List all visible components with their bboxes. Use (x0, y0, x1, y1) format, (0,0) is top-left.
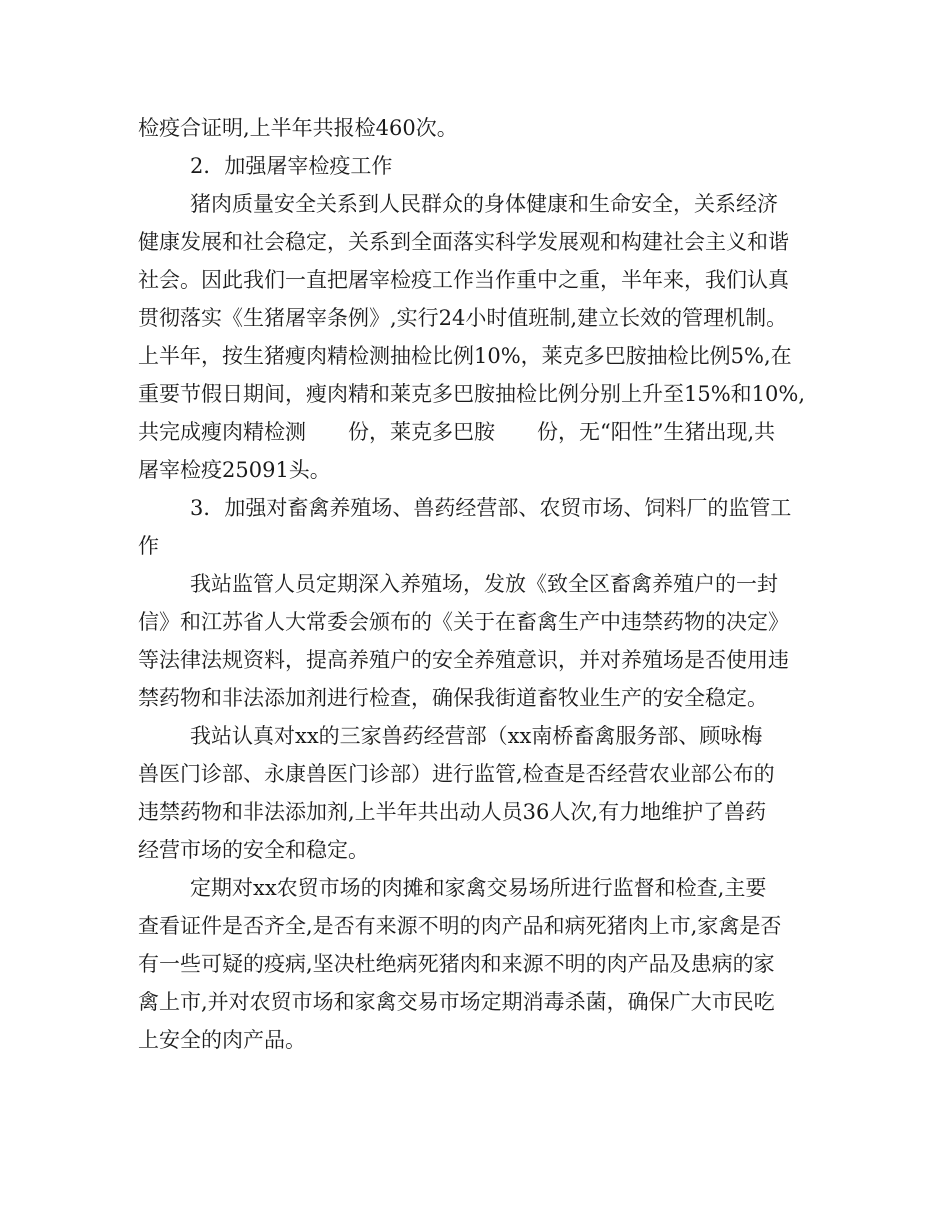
text-line-19: 违禁药物和非法添加剂,上半年共出动人员36人次,有力地维护了兽药 (138, 800, 767, 824)
text-line-14: 信》和江苏省人大常委会颁布的《关于在畜禽生产中违禁药物的决定》 (138, 610, 789, 634)
text-line-7: 上半年，按生猪瘦肉精检测抽检比例10%，莱克多巴胺抽检比例5%,在 (138, 344, 792, 368)
text-line-17: 我站认真对xx的三家兽药经营部（xx南桥畜禽服务部、顾咏梅 (190, 724, 763, 748)
text-line-24: 禽上市,并对农贸市场和家禽交易市场定期消毒杀菌，确保广大市民吃 (138, 990, 775, 1014)
section-heading-3: 3．加强对畜禽养殖场、兽药经营部、农贸市场、饲料厂的监管工 (190, 496, 792, 520)
text-line-6: 贯彻落实《生猪屠宰条例》,实行24小时值班制,建立长效的管理机制。 (138, 306, 788, 330)
text-line-3: 猪肉质量安全关系到人民群众的身体健康和生命安全，关系经济 (190, 192, 778, 216)
text-line-18: 兽医门诊部、永康兽医门诊部）进行监管,检查是否经营农业部公布的 (138, 762, 775, 786)
section-heading-2: 2．加强屠宰检疫工作 (190, 154, 393, 178)
text-line-25: 上安全的肉产品。 (138, 1028, 306, 1052)
text-line-5: 社会。因此我们一直把屠宰检疫工作当作重中之重，半年来，我们认真 (138, 268, 789, 292)
text-line-20: 经营市场的安全和稳定。 (138, 838, 369, 862)
text-line-4: 健康发展和社会稳定，关系到全面落实科学发展观和构建社会主义和谐 (138, 230, 789, 254)
text-line-22: 查看证件是否齐全,是否有来源不明的肉产品和病死猪肉上市,家禽是否 (138, 914, 782, 938)
text-line-15: 等法律法规资料，提高养殖户的安全养殖意识，并对养殖场是否使用违 (138, 648, 789, 672)
text-line-16: 禁药物和非法添加剂进行检查，确保我街道畜牧业生产的安全稳定。 (138, 686, 768, 710)
text-line-13: 我站监管人员定期深入养殖场，发放《致全区畜禽养殖户的一封 (190, 572, 778, 596)
text-line-8: 重要节假日期间，瘦肉精和莱克多巴胺抽检比例分别上升至15%和10%, (138, 382, 806, 406)
text-line-12: 作 (138, 534, 159, 558)
text-line-1: 检疫合证明,上半年共报检460次。 (138, 116, 458, 140)
text-line-21: 定期对xx农贸市场的肉摊和家禽交易场所进行监督和检查,主要 (190, 876, 767, 900)
text-line-9: 共完成瘦肉精检测 份，莱克多巴胺 份，无“阳性”生猪出现,共 (138, 420, 776, 444)
text-line-23: 有一些可疑的疫病,坚决杜绝病死猪肉和来源不明的肉产品及患病的家 (138, 952, 775, 976)
text-line-10: 屠宰检疫25091头。 (138, 458, 331, 482)
